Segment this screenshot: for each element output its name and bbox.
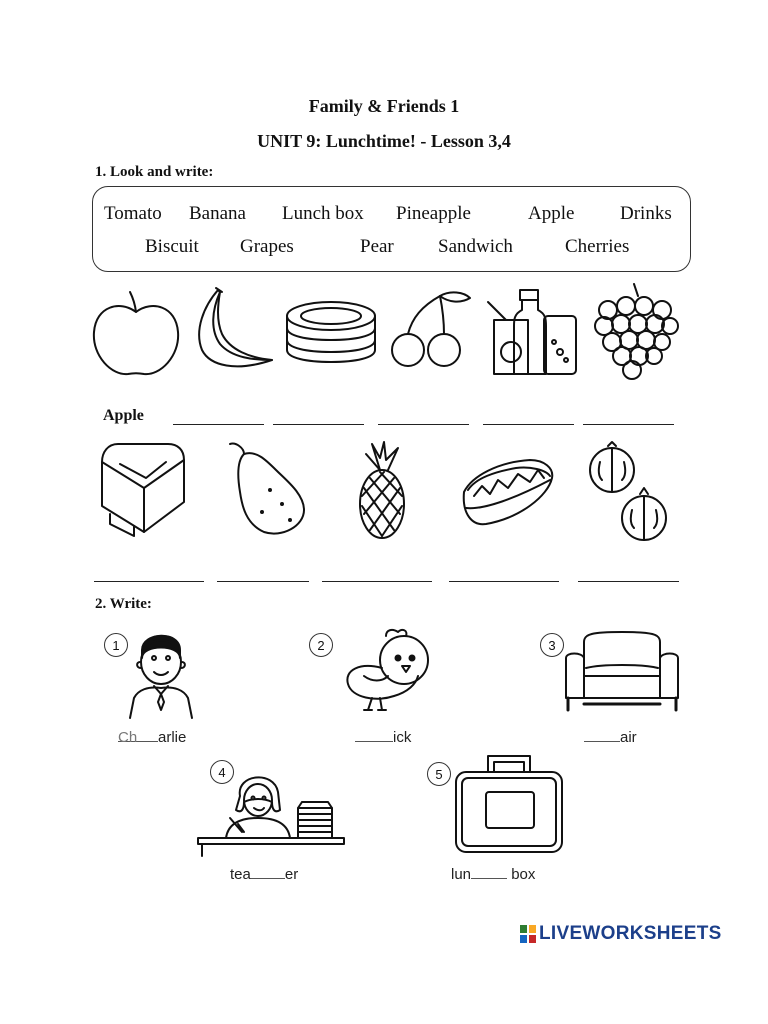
blank[interactable] — [355, 729, 393, 742]
grapes-icon — [594, 282, 680, 380]
fill-in-4[interactable] — [230, 866, 298, 883]
apple-icon — [90, 290, 182, 378]
answer-line-biscuit[interactable] — [273, 424, 364, 425]
answer-line-drinks[interactable] — [483, 424, 574, 425]
fill-in-1[interactable] — [118, 729, 186, 746]
answer-line-pineapple[interactable] — [322, 581, 432, 582]
word-bank-item: Drinks — [620, 203, 672, 224]
word-bank-item: Cherries — [565, 236, 630, 257]
armchair-icon — [562, 628, 682, 716]
fill-in-3[interactable] — [584, 729, 637, 746]
brand-logo — [520, 923, 722, 945]
word-bank-item: Lunch box — [282, 203, 364, 224]
section2-heading: 2. Write: — [95, 596, 152, 612]
blank[interactable] — [471, 866, 507, 879]
word-bank-item: Grapes — [240, 236, 294, 257]
liveworksheets-logo-icon — [520, 925, 536, 943]
word-bank-item: Biscuit — [145, 236, 199, 257]
suffix-text: arlie — [158, 729, 187, 746]
boy-icon — [122, 624, 200, 720]
word-bank-item: Banana — [189, 203, 246, 224]
cherries-icon — [386, 288, 476, 368]
prefix-text: lun — [451, 866, 472, 883]
fill-in-5[interactable] — [451, 866, 535, 883]
tomato-icon — [586, 440, 670, 546]
teacher-icon — [196, 758, 346, 858]
item-number: 3 — [540, 633, 564, 657]
suffix-text: ick — [393, 729, 412, 746]
answer-line-cherries[interactable] — [378, 424, 469, 425]
biscuit-icon — [284, 300, 378, 364]
brand-name: LIVEWORKSHEETS — [539, 923, 722, 944]
unit-title: UNIT 9: Lunchtime! - Lesson 3,4 — [257, 131, 511, 151]
sandwich-icon — [460, 452, 558, 530]
pineapple-icon — [354, 440, 406, 540]
suffix-text: er — [284, 866, 299, 883]
word-bank-item: Pineapple — [396, 203, 471, 224]
example-answer: Apple — [103, 407, 144, 424]
lunchbox-icon — [452, 750, 566, 856]
word-bank — [92, 186, 691, 272]
suffix-text: air — [620, 729, 637, 746]
word-bank-item: Tomato — [104, 203, 162, 224]
section1-heading: 1. Look and write: — [95, 164, 214, 180]
prefix-text: tea — [230, 866, 251, 883]
word-bank-item: Sandwich — [438, 236, 513, 257]
item-number: 2 — [309, 633, 333, 657]
pear-icon — [220, 440, 310, 538]
word-bank-item: Apple — [528, 203, 575, 224]
answer-line-lunch-box[interactable] — [94, 581, 204, 582]
answer-line-pear[interactable] — [217, 581, 309, 582]
answer-line-banana[interactable] — [173, 424, 264, 425]
blank[interactable]: Ch — [118, 729, 158, 742]
fill-in-2[interactable] — [355, 729, 411, 746]
chick-icon — [342, 626, 438, 712]
item-number: 5 — [427, 762, 451, 786]
item-number: 1 — [104, 633, 128, 657]
word-bank-item: Pear — [360, 236, 394, 257]
drinks-icon — [484, 286, 580, 378]
blank[interactable] — [251, 866, 285, 879]
suffix-text: box — [511, 866, 536, 883]
blank[interactable] — [584, 729, 620, 742]
item-number: 4 — [210, 760, 234, 784]
answer-line-grapes[interactable] — [583, 424, 674, 425]
answer-line-sandwich[interactable] — [449, 581, 559, 582]
answer-line-tomato[interactable] — [578, 581, 679, 582]
book-title: Family & Friends 1 — [308, 96, 460, 116]
banana-icon — [190, 286, 276, 372]
lunch-box-icon — [98, 440, 188, 538]
